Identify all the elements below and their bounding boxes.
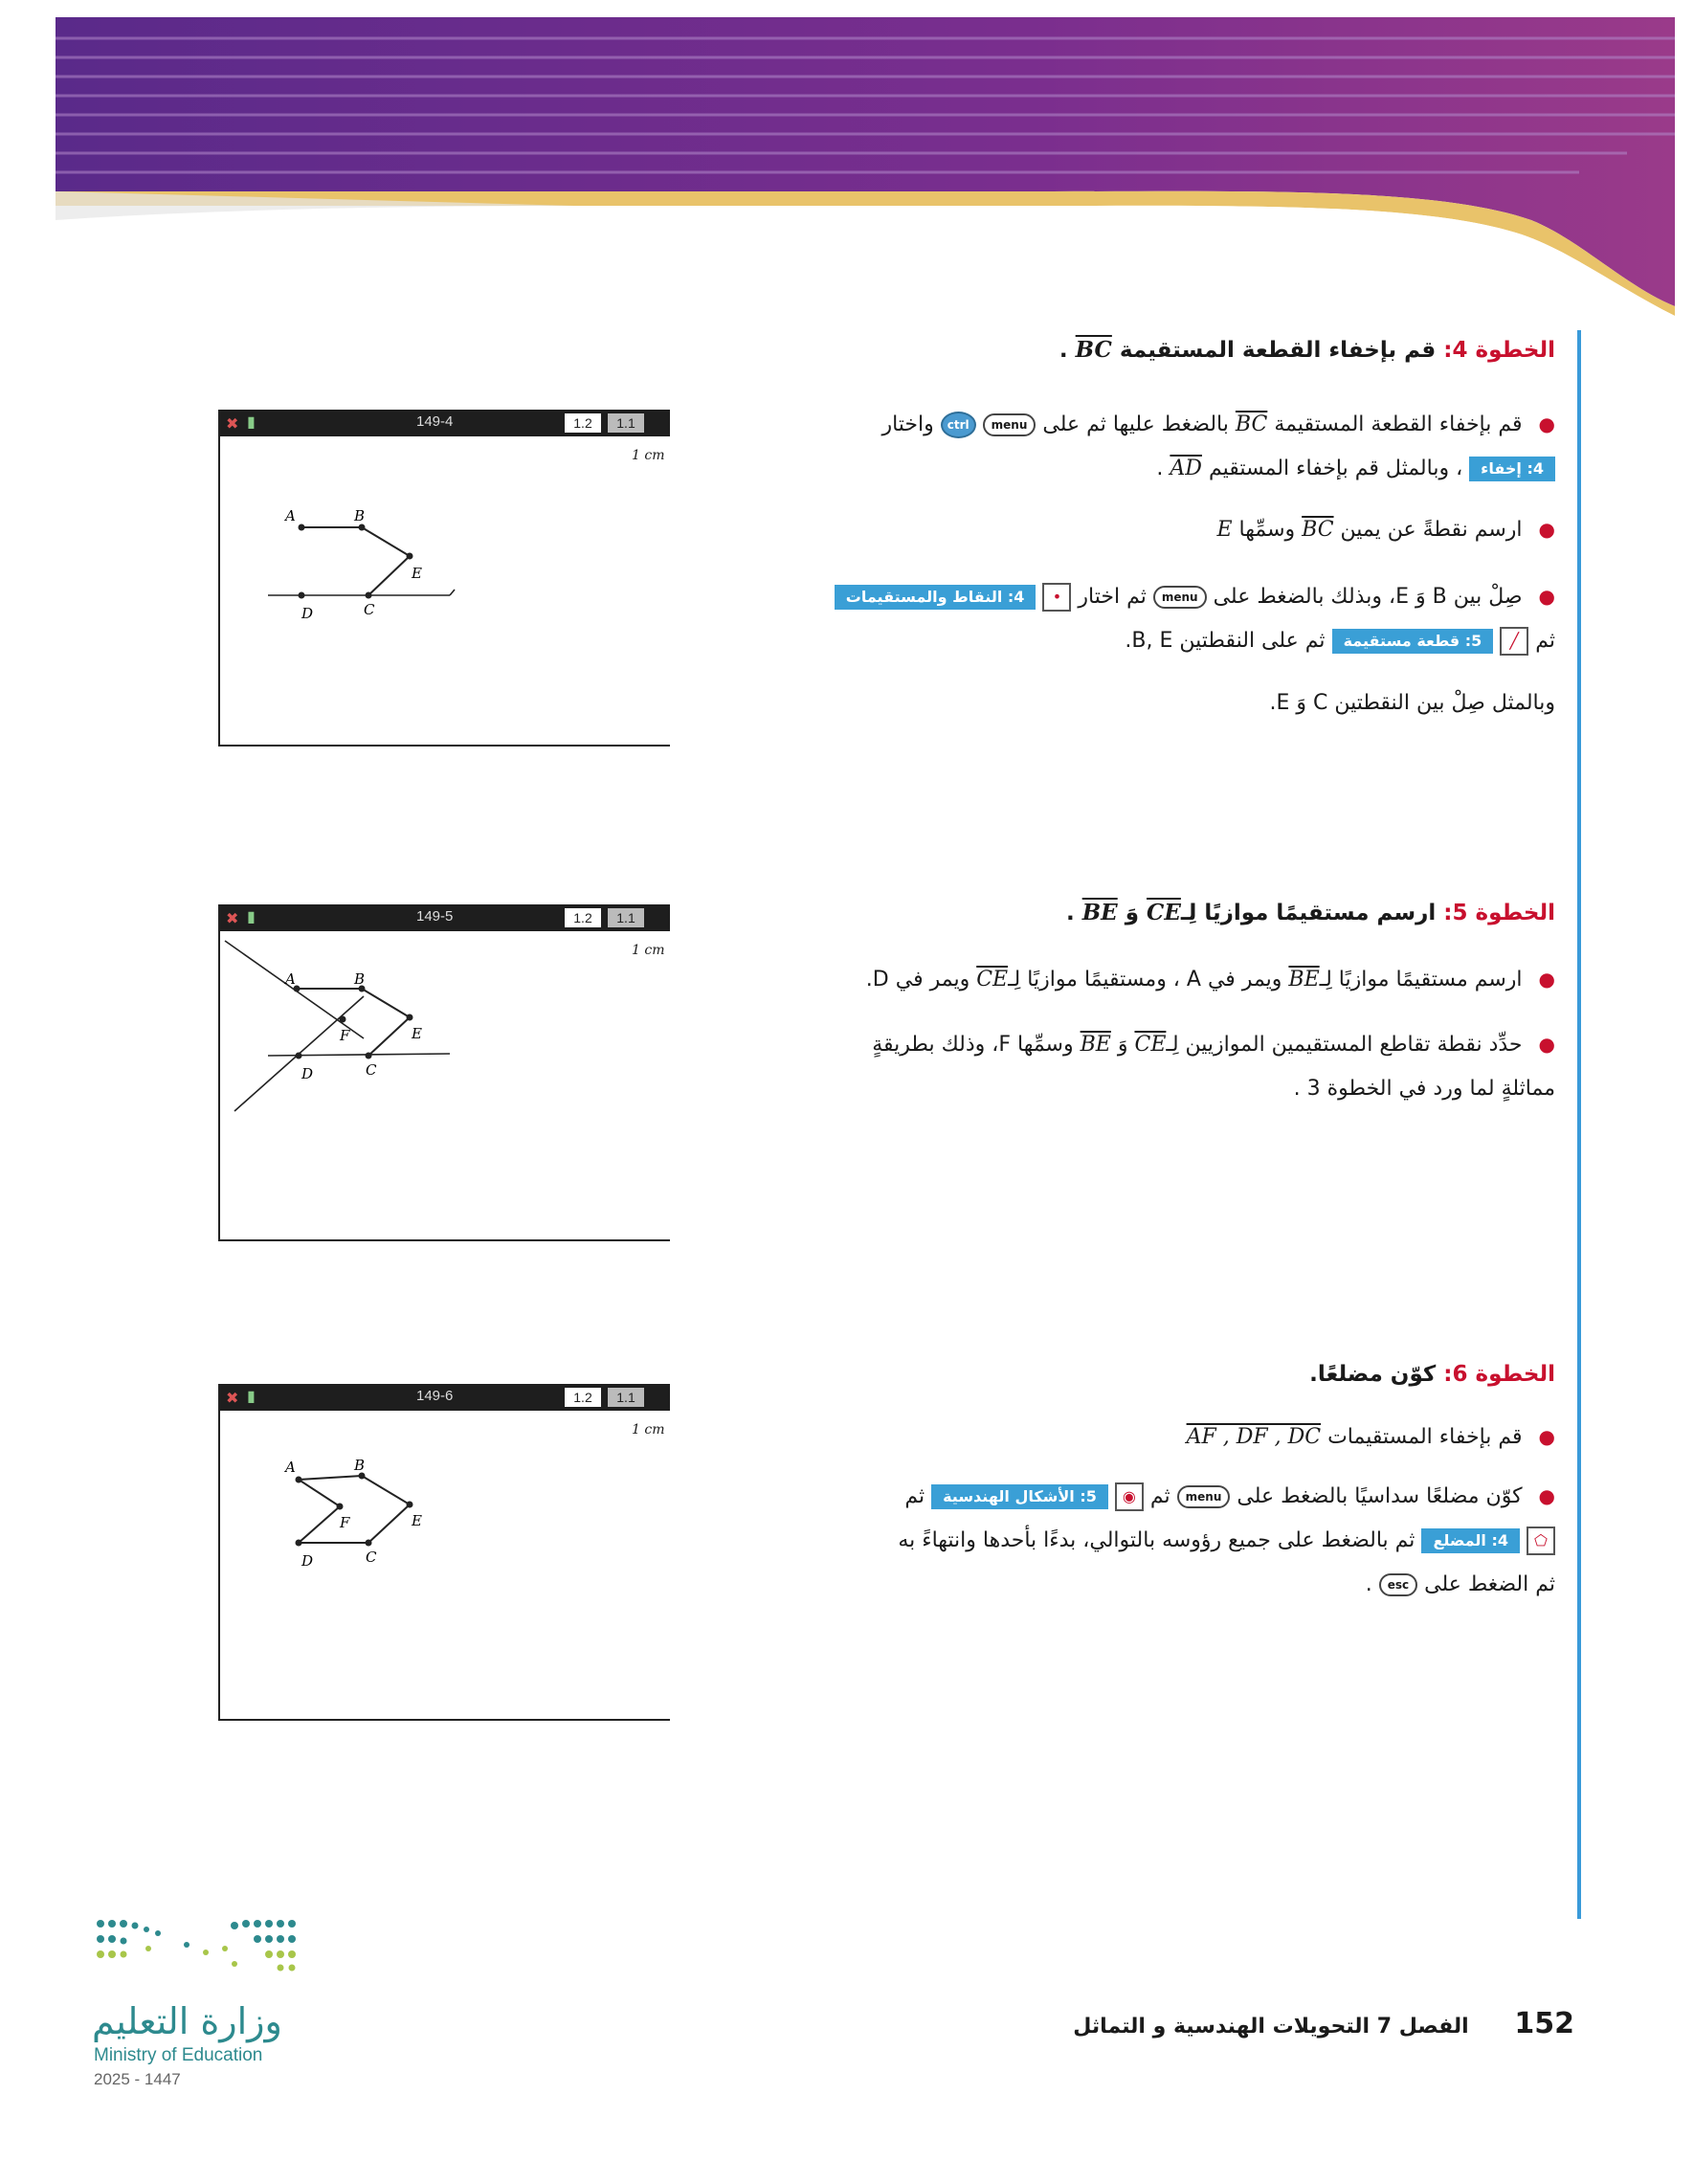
text: وَ: [1125, 901, 1139, 925]
text: ارسم مستقيمًا موازيًا لِـ: [1180, 901, 1437, 925]
ministry-name-english: Ministry of Education: [94, 2045, 263, 2065]
ctrl-key-icon: ctrl: [941, 412, 976, 438]
text: ارسم نقطةً عن يمين: [1340, 518, 1523, 542]
step6-bullet-2: [694, 1474, 1555, 1607]
text: مماثلةٍ لما ورد في الخطوة 3 .: [1293, 1077, 1555, 1101]
label-d: D: [301, 1065, 314, 1082]
text: ثم: [1535, 629, 1555, 653]
bullet-dot: ●: [1538, 518, 1555, 541]
text: ويمر في A ، ومستقيمًا موازيًا لِـ: [1008, 968, 1282, 992]
label-b: B: [354, 507, 366, 524]
battery-icon: ▮: [247, 412, 256, 431]
text: وَ: [1117, 1033, 1128, 1057]
close-icon: ✖: [226, 414, 239, 433]
label-f: F: [340, 1027, 350, 1044]
menu-key-icon: menu: [983, 413, 1036, 436]
label-c: C: [364, 601, 375, 618]
menu-shapes-chip: 5: الأشكال الهندسية: [931, 1484, 1108, 1509]
label-b: B: [354, 970, 366, 988]
label-e: E: [412, 1025, 422, 1042]
text: ثم على النقطتين B, E.: [1125, 629, 1326, 653]
label-e: E: [412, 1512, 422, 1529]
header-banner: [0, 0, 1694, 316]
text: ثم: [904, 1484, 925, 1508]
segment-be: BE: [1081, 900, 1118, 925]
page-footer: [1073, 2007, 1574, 2040]
bullet-dot: ●: [1538, 1484, 1555, 1507]
text: صِلْ بين B وَ E، وبذلك بالضغط على: [1213, 585, 1523, 609]
step4-para: [1269, 681, 1555, 725]
text: حدِّد نقطة تقاطع المستقيمين الموازيين لِـ: [1166, 1033, 1523, 1057]
academic-year: 2025 - 1447: [94, 2070, 181, 2088]
screen-toolbar: [220, 1384, 670, 1411]
document-title: 149-5: [416, 908, 454, 925]
close-icon: ✖: [226, 909, 239, 927]
geometry-figure-3: [220, 1411, 670, 1717]
segment-bc: BC: [1075, 337, 1112, 363]
label-d: D: [301, 1552, 314, 1570]
text: كوّن مضلعًا.: [1309, 1362, 1437, 1387]
bullet-dot: ●: [1538, 1425, 1555, 1448]
step5-bullet-1: [866, 957, 1555, 1002]
step4-bullet-1: ● قم بإخفاء القطعة المستقيمة BC بالضغط عليها ثم على menu ctrl واختار 4: إخفاء ، وبالمثل قم بإخفاء المستقيم AD .: [881, 412, 1555, 480]
calculator-screen-3: [218, 1384, 670, 1721]
polygon-tool-icon: ⬠: [1527, 1527, 1555, 1555]
step6-label: الخطوة 6:: [1443, 1362, 1555, 1387]
tab-1-1: 1.1: [608, 413, 644, 433]
tab-1-2: 1.2: [565, 1388, 601, 1407]
label-e: E: [412, 565, 422, 582]
segment-ce: CE: [976, 968, 1009, 992]
step4-bullet-2: [1216, 507, 1555, 552]
tab-1-2: 1.2: [565, 908, 601, 927]
close-icon: ✖: [226, 1389, 239, 1407]
menu-hide-chip: 4: إخفاء: [1469, 457, 1555, 481]
battery-icon: ▮: [247, 907, 256, 925]
step4-title: الخطوة 4: قم بإخفاء القطعة المستقيمة BC .: [1059, 337, 1555, 363]
scale-unit: 1 cm: [632, 943, 665, 958]
text: .: [1365, 1572, 1372, 1596]
text: ويمر في D.: [865, 968, 970, 992]
scale-unit: 1 cm: [632, 448, 665, 463]
step5-bullet-2: [694, 1022, 1555, 1111]
text: كوّن مضلعًا سداسيًا بالضغط على: [1237, 1484, 1523, 1508]
point-e: E: [1216, 518, 1233, 542]
text: ، وبالمثل قم بإخفاء المستقيم: [1208, 457, 1463, 480]
text: وسمِّها F، وذلك بطريقةٍ: [872, 1033, 1074, 1057]
text: ثم: [1149, 1484, 1170, 1508]
shapes-tool-icon: ◉: [1115, 1482, 1144, 1511]
menu-points-lines-chip: 4: النقاط والمستقيمات: [835, 585, 1036, 610]
screen-toolbar: [220, 410, 670, 436]
text: قم بإخفاء القطعة المستقيمة: [1274, 412, 1523, 436]
line-ad: AD: [1170, 457, 1202, 480]
menu-segment-chip: 5: قطعة مستقيمة: [1332, 629, 1494, 654]
text: ثم اختار: [1078, 585, 1147, 609]
label-c: C: [366, 1061, 377, 1079]
text: وبالمثل صِلْ بين النقطتين C وَ E.: [1269, 691, 1555, 715]
label-f: F: [340, 1514, 350, 1531]
chapter-label: الفصل 7: [1376, 2015, 1469, 2039]
segment-ce: CE: [1134, 1033, 1167, 1057]
segment-tool-icon: ╱: [1500, 627, 1528, 656]
label-d: D: [301, 605, 314, 622]
document-title: 149-6: [416, 1388, 454, 1404]
ministry-logo-icon: [91, 1914, 306, 1981]
label-a: A: [285, 1459, 296, 1476]
menu-polygon-chip: 4: المضلع: [1421, 1528, 1520, 1553]
text: ارسم مستقيمًا موازيًا لِـ: [1319, 968, 1523, 992]
ministry-name-arabic: وزارة التعليم: [92, 2000, 282, 2042]
margin-rule: [1577, 330, 1581, 1919]
bullet-dot: ●: [1538, 585, 1555, 608]
text: وسمِّها: [1238, 518, 1296, 542]
step5-title: الخطوة 5: ارسم مستقيمًا موازيًا لِـCE وَ BE .: [1065, 900, 1555, 925]
segment-be: BE: [1080, 1033, 1111, 1057]
geometry-figure-1: [220, 436, 670, 743]
bullet-dot: ●: [1538, 412, 1555, 435]
esc-key-icon: esc: [1379, 1573, 1417, 1596]
segment-bc: BC: [1302, 518, 1334, 542]
tab-1-2: 1.2: [565, 413, 601, 433]
step6-bullet-1: [1187, 1415, 1555, 1460]
menu-key-icon: menu: [1153, 586, 1207, 609]
step4-title-text: قم بإخفاء القطعة المستقيمة: [1119, 338, 1437, 363]
label-a: A: [285, 507, 296, 524]
calculator-screen-1: [218, 410, 670, 747]
segment-be: BE: [1288, 968, 1320, 992]
text: واختار: [881, 412, 934, 436]
geometry-figure-2: [220, 931, 670, 1237]
label-b: B: [354, 1457, 366, 1474]
step5-label: الخطوة 5:: [1443, 901, 1555, 925]
tab-1-1: 1.1: [608, 1388, 644, 1407]
lines-af-df-dc: AF , DF , DC: [1186, 1425, 1322, 1449]
screen-toolbar: [220, 904, 670, 931]
segment-bc: BC: [1235, 412, 1268, 436]
chapter-title: التحويلات الهندسية و التماثل: [1073, 2015, 1371, 2039]
text: قم بإخفاء المستقيمات: [1327, 1425, 1523, 1449]
document-title: 149-4: [416, 413, 454, 430]
battery-icon: ▮: [247, 1387, 256, 1405]
segment-ce: CE: [1147, 900, 1181, 925]
text: بالضغط عليها ثم على: [1042, 412, 1229, 436]
points-lines-icon: •: [1042, 583, 1071, 612]
label-c: C: [366, 1549, 377, 1566]
tab-1-1: 1.1: [608, 908, 644, 927]
bullet-dot: ●: [1538, 1033, 1555, 1056]
label-a: A: [285, 970, 296, 988]
text: ثم الضغط على: [1424, 1572, 1555, 1596]
step6-title: [1309, 1362, 1555, 1387]
text: ثم بالضغط على جميع رؤوسه بالتوالي، بدءًا بأحدها وانتهاءً به: [898, 1528, 1415, 1552]
menu-key-icon: menu: [1177, 1485, 1231, 1508]
bullet-dot: ●: [1538, 968, 1555, 991]
scale-unit: 1 cm: [632, 1422, 665, 1437]
calculator-screen-2: [218, 904, 670, 1241]
page-number: 152: [1514, 2007, 1574, 2040]
step4-bullet-3: [694, 574, 1555, 663]
step4-label: الخطوة 4:: [1443, 338, 1555, 363]
